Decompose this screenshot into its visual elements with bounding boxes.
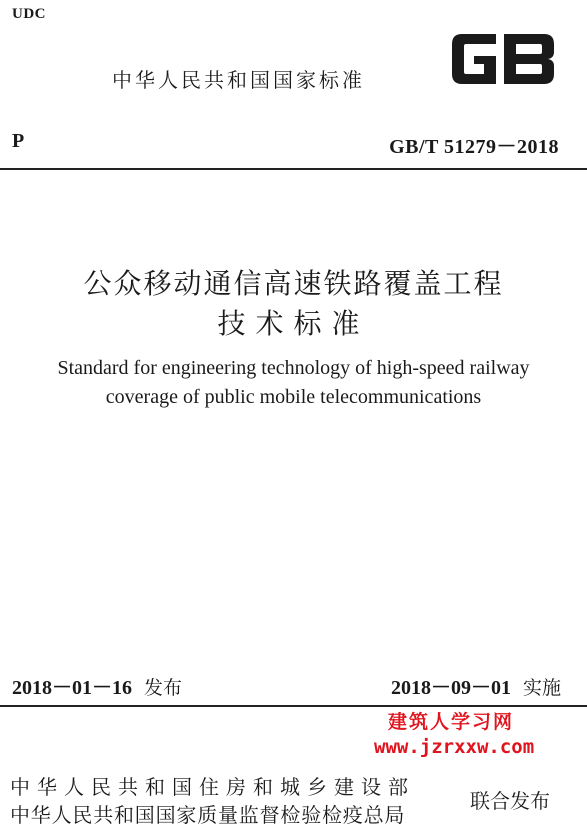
issuer-ministry-housing: 中华人民共和国住房和城乡建设部 — [10, 775, 415, 799]
category-code: P — [12, 130, 25, 152]
title-english-line2: coverage of public mobile telecommunications — [105, 386, 482, 408]
top-divider — [0, 168, 587, 170]
issue-date-block — [12, 671, 182, 700]
implement-label: 实施 — [522, 677, 561, 699]
watermark-url[interactable]: www.jzrxxw.com — [374, 736, 535, 758]
joint-issue-label: 联合发布 — [470, 789, 550, 813]
national-standard-heading: 中华人民共和国国家标准 — [112, 68, 365, 92]
title-english-line1: Standard for engineering technology of high-speed railway — [57, 357, 530, 379]
issue-date: 2018－01－16 — [12, 677, 132, 699]
issue-label: 发布 — [144, 677, 183, 699]
standard-number: GB/T 51279－2018 — [389, 136, 559, 158]
implement-date: 2018－09－01 — [390, 677, 511, 699]
title-chinese-line1: 公众移动通信高速铁路覆盖工程 — [83, 267, 504, 300]
watermark-site-name: 建筑人学习网 — [388, 711, 515, 733]
gb-logo — [448, 30, 558, 88]
implement-date-block — [391, 671, 561, 700]
udc-label: UDC — [12, 6, 46, 22]
title-chinese-line2: 技术标准 — [217, 307, 370, 340]
issuer-aqsiq: 中华人民共和国国家质量监督检验检疫总局 — [10, 803, 406, 827]
